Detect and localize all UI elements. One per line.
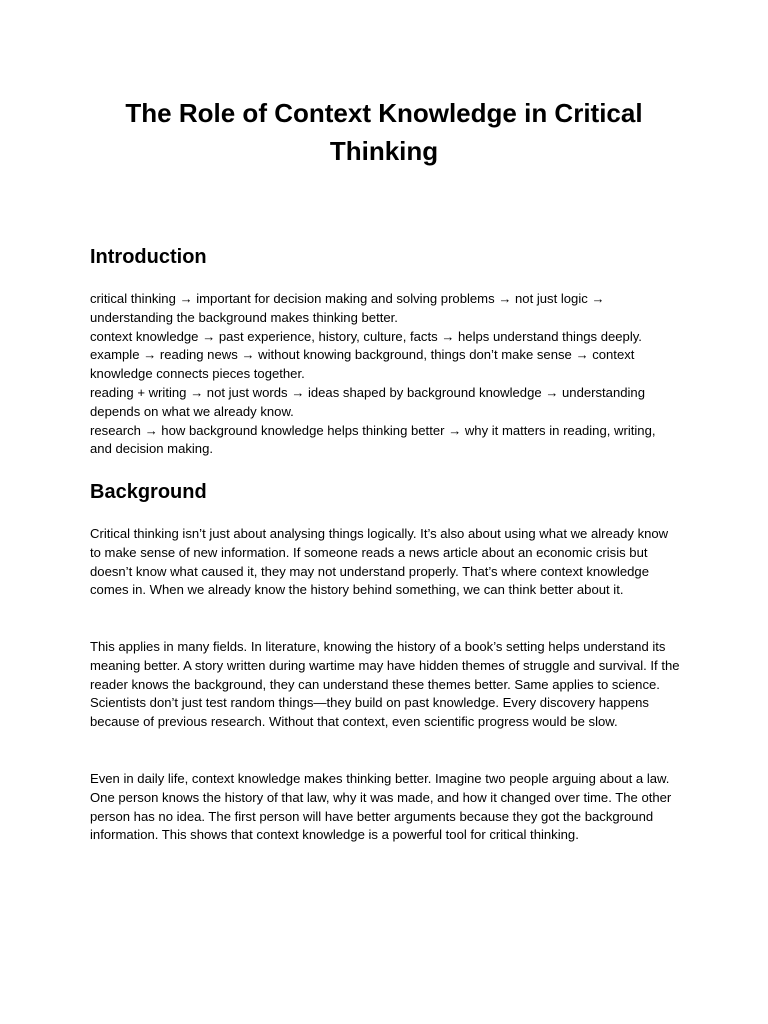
introduction-note: critical thinking → important for decision making and solving problems → not just logic → understanding the background makes thinking better. xyxy=(90,291,605,325)
background-paragraph: Critical thinking isn’t just about analysing things logically. It’s also about using what we already know to make sense of new information. If someone reads a news article about an economic crisis but doesn’t know what caused it, they may not understand properly. That’s where context knowledge comes in. When we already know the history behind something, we can think better about it. xyxy=(90,526,669,598)
background-paragraph: Even in daily life, context knowledge makes thinking better. Imagine two people arguing about a law. One person knows the history of that law, why it was made, and how it changed over time. The other person has no idea. The first person will have better arguments because they got the background information. This shows that context knowledge is a powerful tool for critical thinking. xyxy=(90,771,672,843)
introduction-heading: Introduction xyxy=(90,246,207,268)
introduction-note: context knowledge → past experience, history, culture, facts → helps understand things deeply. xyxy=(90,328,642,344)
background-paragraph: This applies in many fields. In literature, knowing the history of a book’s setting helps understand its meaning better. A story written during wartime may have hidden themes of struggle and survival. If the reader knows the background, they can understand these themes better. Same applies to science. Scientists don’t just test random things—they build on past knowledge. Every discovery happens because of previous research. Without that context, even scientific progress would be slow. xyxy=(90,639,680,730)
background-heading: Background xyxy=(90,481,207,503)
document-title: The Role of Context Knowledge in Critical Thinking xyxy=(125,98,643,166)
introduction-note: example → reading news → without knowing background, things don’t make sense → context knowledge connects pieces together. xyxy=(90,347,635,382)
introduction-notes xyxy=(90,290,680,459)
introduction-note: reading + writing → not just words → ideas shaped by background knowledge → understanding depends on what we already know. xyxy=(90,384,645,419)
introduction-note: research → how background knowledge helps thinking better → why it matters in reading, writing, and decision making. xyxy=(90,422,656,457)
